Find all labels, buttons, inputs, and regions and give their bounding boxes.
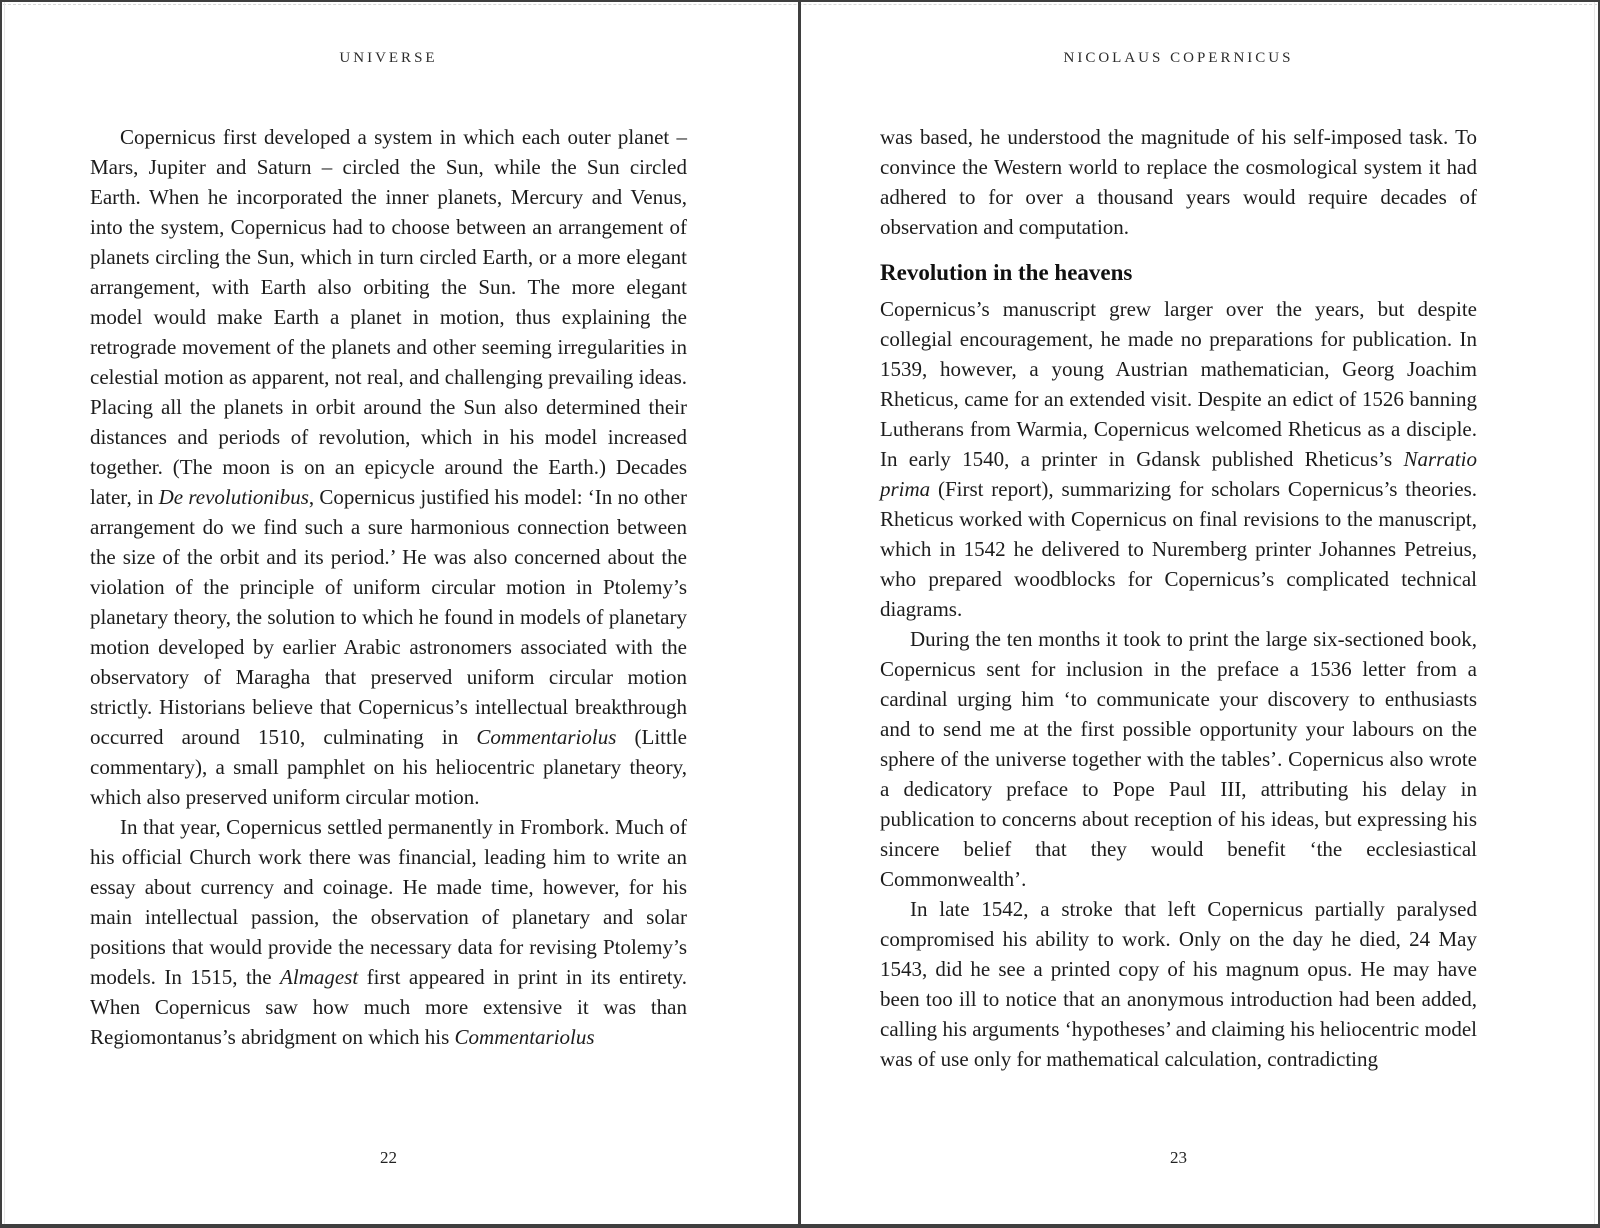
body-paragraph xyxy=(880,294,1477,624)
page-gutter-divider xyxy=(798,0,801,1228)
italic-text-run: De revolutionibus xyxy=(158,485,309,509)
italic-text-run: Commentariolus xyxy=(476,725,617,749)
text-run: , Copernicus justified his model: ‘In no other arrangement do we find such a sure harmonious connection between the size of the orbit and its period.’ He was also concerned about the violation of the principle of uniform circular motion in Ptolemy’s planetary theory, the solution to which he found in models of planetary motion developed by earlier Arabic astronomers associated with the observatory of Maragha that preserved uniform circular motion strictly. Historians believe that Copernicus’s intellectual breakthrough occurred around 1510, culminating in xyxy=(90,485,687,749)
running-head-right: NICOLAUS COPERNICUS xyxy=(1063,50,1294,66)
text-run: During the ten months it took to print the large six-sectioned book, Copernicus sent for inclusion in the preface a 1536 letter from a cardinal urging him ‘to communicate your discovery to enthusiasts and to send me at the first possible opportunity your labours on the sphere of the universe together with the tables’. Copernicus also wrote a dedicatory preface to Pope Paul III, attributing his delay in publication to concerns about reception of his ideas, but expressing his sincere belief that they would benefit ‘the ecclesiastical Commonwealth’. xyxy=(880,627,1477,891)
body-paragraph xyxy=(880,624,1477,894)
section-heading: Revolution in the heavens xyxy=(880,260,1133,285)
right-text-column xyxy=(880,0,1477,1228)
right-page xyxy=(800,0,1600,1228)
italic-text-run: Commentariolus xyxy=(454,1025,595,1049)
text-run: first appeared in print in its entirety. When Copernicus saw how much more extensive it was than Regiomontanus’s abridgment on which his xyxy=(90,965,687,1049)
text-run: Copernicus first developed a system in which each outer planet – Mars, Jupiter and Saturn – circled the Sun, while the Sun circled Earth. When he incorporated the inner planets, Mercury and Venus, into the system, Copernicus had to choose between an arrangement of planets circling the Sun, which in turn circled Earth, or a more elegant arrangement, with Earth also orbiting the Sun. The more elegant model would make Earth a planet in motion, thus explaining the retrograde movement of the planets and other seeming irregularities in celestial motion as apparent, not real, and challenging prevailing ideas. Placing all the planets in orbit around the Sun also determined their distances and periods of revolution, which in his model increased together. (The moon is on an epicycle around the Earth.) Decades later, in xyxy=(90,125,687,509)
body-paragraph xyxy=(90,122,687,812)
text-run: In late 1542, a stroke that left Copernicus partially paralysed compromised his ability to work. Only on the day he died, 24 May 1543, did he see a printed copy of his magnum opus. He may have been too ill to notice that an anonymous introduction had been added, calling his arguments ‘hypotheses’ and claiming his heliocentric model was of use only for mathematical calculation, contradicting xyxy=(880,897,1477,1071)
italic-text-run: Narratio prima xyxy=(880,447,1477,501)
text-run: Copernicus’s manuscript grew larger over the years, but despite collegial encouragement, he made no preparations for publication. In 1539, however, a young Austrian mathematician, Georg Joachim Rheticus, came for an extended visit. Despite an edict of 1526 banning Lutherans from Warmia, Copernicus welcomed Rheticus as a disciple. In early 1540, a printer in Gdansk published Rheticus’s xyxy=(880,297,1477,471)
left-page-body xyxy=(90,122,687,1052)
page-number-right: 23 xyxy=(1170,1148,1187,1167)
running-head-left: UNIVERSE xyxy=(339,50,438,66)
text-run: In that year, Copernicus settled permanently in Frombork. Much of his official Church work there was financial, leading him to write an essay about currency and coinage. He made time, however, for his main intellectual passion, the observation of planetary and solar positions that would provide the necessary data for revising Ptolemy’s models. In 1515, the xyxy=(90,815,687,989)
page-number-left: 22 xyxy=(380,1148,397,1167)
left-text-column xyxy=(90,0,687,1228)
text-run: was based, he understood the magnitude of his self-imposed task. To convince the Western world to replace the cosmological system it had adhered to for over a thousand years would require decades of observation and computation. xyxy=(880,125,1477,239)
body-paragraph xyxy=(880,122,1477,242)
right-page-body xyxy=(880,122,1477,1074)
body-paragraph xyxy=(90,812,687,1052)
frame-left-border xyxy=(0,0,2,1228)
body-paragraph xyxy=(880,894,1477,1074)
text-run: (Little commentary), a small pamphlet on his heliocentric planetary theory, which also preserved uniform circular motion. xyxy=(90,725,687,809)
text-run: (First report), summarizing for scholars Copernicus’s theories. Rheticus worked with Copernicus on final revisions to the manuscript, which in 1542 he delivered to Nuremberg printer Johannes Petreius, who prepared woodblocks for Copernicus’s complicated technical diagrams. xyxy=(880,477,1477,621)
italic-text-run: Almagest xyxy=(280,965,359,989)
